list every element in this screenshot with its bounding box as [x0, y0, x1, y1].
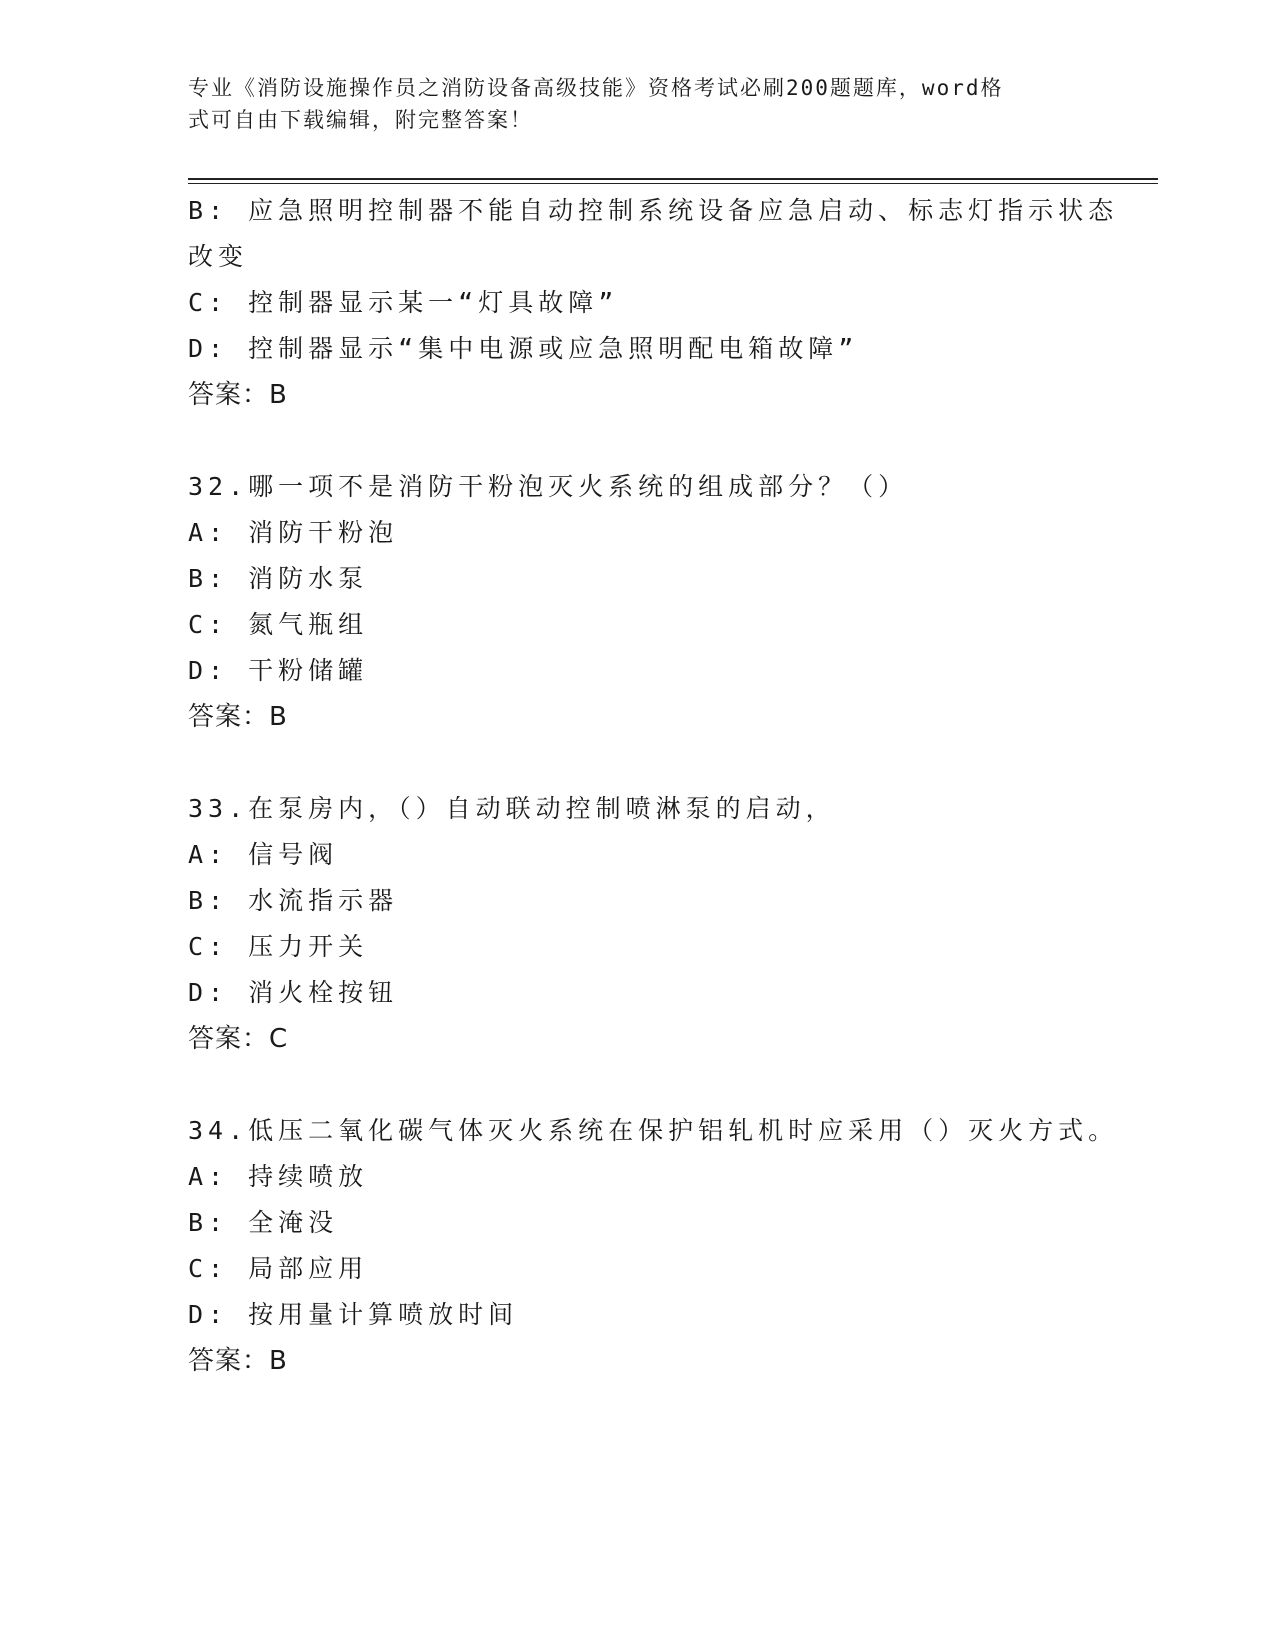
option-b: B: 消防水泵	[188, 564, 369, 593]
option-d: D: 消火栓按钮	[188, 978, 399, 1007]
option-d: D: 控制器显示“集中电源或应急照明配电箱故障”	[188, 334, 859, 363]
question-stem: 34.低压二氧化碳气体灭火系统在保护铝轧机时应采用（）灭火方式。	[188, 1116, 1119, 1145]
question-34	[188, 1108, 1119, 1384]
option-b: B: 全淹没	[188, 1208, 339, 1237]
option-a: A: 信号阀	[188, 840, 339, 869]
question-33	[188, 786, 1088, 1062]
answer: 答案：B	[188, 702, 288, 732]
option-c: C: 氮气瓶组	[188, 610, 369, 639]
answer: 答案：B	[188, 1346, 288, 1376]
option-b: B: 应急照明控制器不能自动控制系统设备应急启动、标志灯指示状态	[188, 196, 1119, 225]
header-divider-thick	[188, 178, 1158, 180]
option-a: A: 持续喷放	[188, 1162, 369, 1191]
option-c: C: 局部应用	[188, 1254, 369, 1283]
header-line-2: 式可自由下载编辑，附完整答案！	[188, 108, 533, 132]
partial-question	[188, 188, 1119, 418]
answer: 答案：B	[188, 380, 288, 410]
header-divider-thin	[188, 183, 1158, 184]
question-stem: 33.在泵房内，（）自动联动控制喷淋泵的启动，	[188, 794, 836, 823]
option-d: D: 按用量计算喷放时间	[188, 1300, 519, 1329]
question-list	[188, 188, 1119, 1384]
question-32	[188, 464, 1088, 740]
option-a: A: 消防干粉泡	[188, 518, 399, 547]
header-line-1: 专业《消防设施操作员之消防设备高级技能》资格考试必刷200题题库，word格	[188, 76, 1004, 100]
question-stem: 32.哪一项不是消防干粉泡灭火系统的组成部分？（）	[188, 472, 909, 501]
option-c: C: 压力开关	[188, 932, 369, 961]
document-header	[188, 72, 1068, 136]
option-b: B: 水流指示器	[188, 886, 399, 915]
option-b-continuation: 改变	[188, 242, 249, 271]
option-c: C: 控制器显示某一“灯具故障”	[188, 288, 619, 317]
answer: 答案：C	[188, 1024, 289, 1054]
option-d: D: 干粉储罐	[188, 656, 369, 685]
